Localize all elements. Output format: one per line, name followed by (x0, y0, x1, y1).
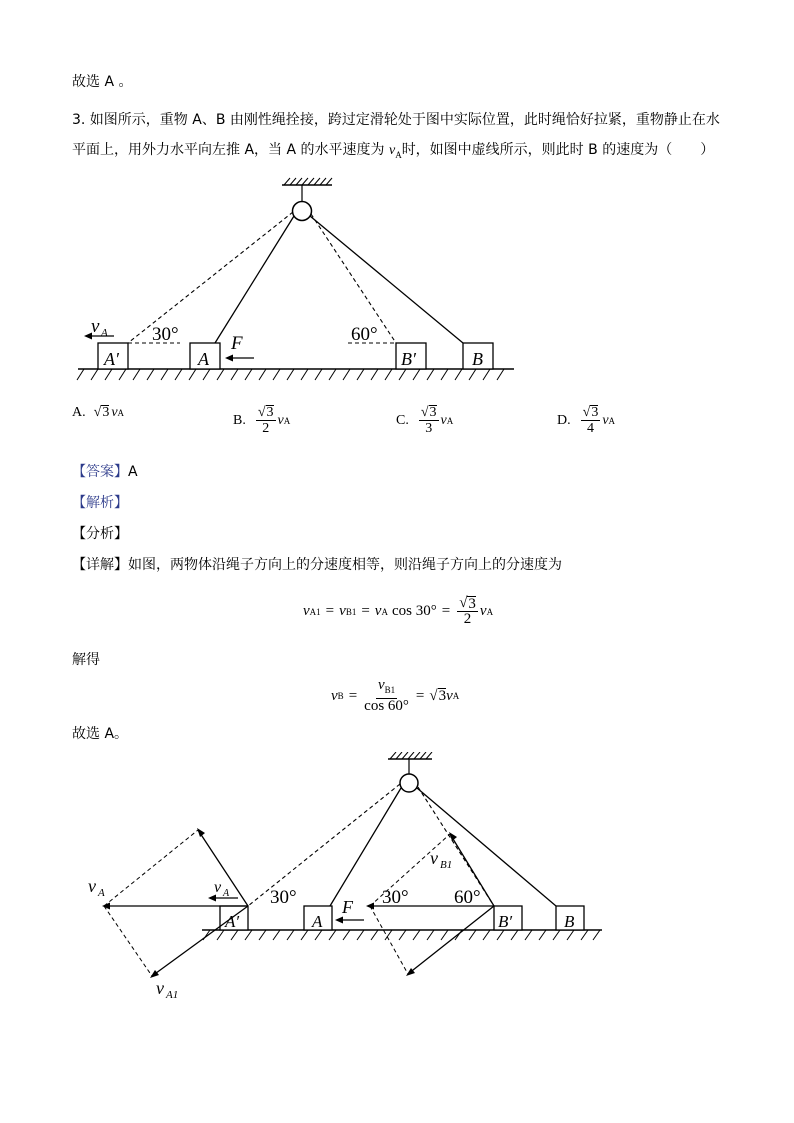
label2-B-prime: B′ (498, 912, 513, 931)
fenxi-tag: 【分析】 (72, 526, 128, 542)
label-vA: v (91, 316, 100, 337)
label2-vA-sub: A (98, 887, 105, 899)
question-line-2 (72, 140, 714, 165)
label-B: B (472, 349, 483, 369)
label-A-prime: A′ (104, 349, 119, 369)
arrow-F-head (225, 355, 233, 362)
option-a[interactable]: A. √ 3 v A (72, 405, 125, 420)
answer-tag: 【答案】 (72, 464, 128, 480)
pulley-2 (400, 774, 418, 792)
option-d[interactable]: D. √ 3 4 v A (557, 405, 616, 436)
detail-line (72, 555, 562, 575)
pulley (293, 202, 312, 221)
jiede-line: 解得 (72, 652, 100, 668)
label2-vA1: v (156, 978, 164, 998)
equation-2: v B = $\frac{v_{B1}}{\cos 60^\circ}$ = √ 3 v A (331, 677, 460, 714)
label2-A: A (312, 912, 323, 931)
label-60: 60° (351, 324, 378, 345)
label-vA-sub: A (101, 327, 108, 339)
conclusion-line: 故选 A。 (72, 726, 129, 742)
analysis-tag: 【解析】 (72, 495, 128, 511)
label2-B: B (564, 912, 575, 931)
option-d-frac: √ 3 4 (582, 405, 599, 436)
question-line-2-b: 时，如图中虚线所示，则此时 B 的速度为（ ） (401, 142, 715, 158)
question-vA-symbol: $v_A$ (388, 143, 402, 160)
label2-vA-small-sub: A (223, 888, 230, 899)
label2-F: F (342, 897, 353, 917)
option-b[interactable]: B. √ 3 2 v A (233, 405, 291, 436)
label2-vA1-sub: A1 (166, 989, 179, 1001)
question-line-1: 3. 如图所示，重物 A、B 由刚性绳拴接，跨过定滑轮处于图中实际位置，此时绳恰好拉紧，重物静止在水 (72, 112, 720, 128)
label-30: 30° (152, 324, 179, 345)
label2-vB1-sub: B1 (440, 859, 453, 871)
option-b-label: B. (233, 412, 246, 428)
label2-30a: 30° (270, 887, 297, 908)
answer-line (72, 462, 138, 482)
label2-60: 60° (454, 887, 481, 908)
label-A: A (198, 349, 209, 369)
answer-value: A (128, 464, 138, 480)
option-a-sqrt: √ 3 (93, 405, 110, 420)
figure-1-diagram (70, 176, 520, 386)
ceiling-hatch (284, 178, 332, 185)
detail-tag: 【详解】 (72, 557, 128, 573)
label2-vA: v (88, 876, 96, 896)
label2-30b: 30° (382, 887, 409, 908)
label2-vA-small: v (214, 879, 222, 896)
option-d-label: D. (557, 412, 571, 428)
intro-line: 故选 A 。 (72, 74, 133, 90)
rope-A (215, 216, 294, 343)
label-F: F (231, 333, 243, 354)
option-a-label: A. (72, 405, 86, 420)
equation-1: v A1 = v B1 = v A cos 30° = √ 3 2 v A (303, 595, 494, 627)
option-c-label: C. (396, 412, 409, 428)
label-B-prime: B′ (401, 349, 416, 369)
label2-vB1: v (430, 848, 438, 868)
ground-hatch (77, 369, 504, 380)
rope-B (310, 216, 463, 343)
option-c-frac: √ 3 3 (420, 405, 437, 436)
detail-text: 如图，两物体沿绳子方向上的分速度相等，则沿绳子方向上的分速度为 (128, 557, 562, 573)
label2-A-prime: A′ (225, 912, 240, 931)
figure-2-diagram (80, 752, 620, 1007)
option-c[interactable]: C. √ 3 3 v A (396, 405, 454, 436)
option-b-frac: √ 3 2 (257, 405, 274, 436)
question-line-2-a: 平面上，用外力水平向左推 A，当 A 的水平速度为 (72, 142, 389, 158)
